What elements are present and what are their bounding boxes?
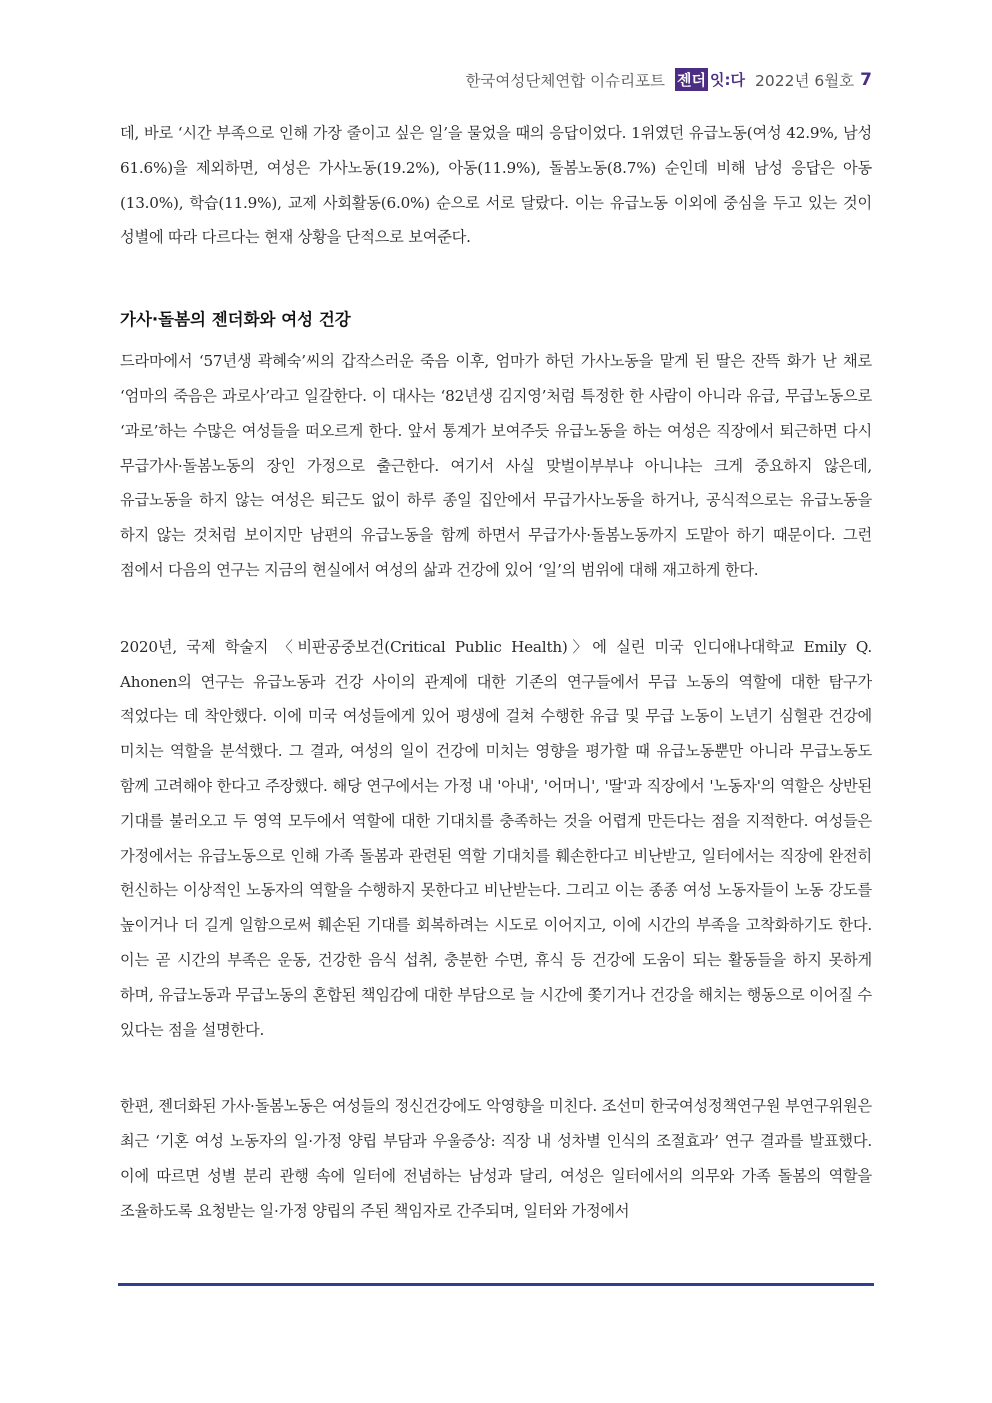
footer-divider xyxy=(118,1283,874,1286)
main-content xyxy=(120,116,872,1229)
running-header xyxy=(465,68,872,91)
paragraph-4: 한편, 젠더화된 가사·돌봄노동은 여성들의 정신건강에도 악영향을 미친다. 조선미 한국여성정책연구원 부연구위원은 최근 ‘기혼 여성 노동자의 일·가정 양립 부담과 우울증상: 직장 내 성차별 인식의 조절효과’ 연구 결과를 발표했다. 이에 따르면 성별 분리 관행 속에 일터에 전념하는 남성과 달리, 여성은 일터에서의 의무와 가족 돌봄의 역할을 조율하도록 요청받는 일·가정 양립의 주된 책임자로 간주되며, 일터와 가정에서 xyxy=(120,1097,872,1220)
brand-logo xyxy=(675,68,747,91)
publisher-label: 한국여성단체연합 이슈리포트 xyxy=(465,71,666,90)
paragraph-1: 데, 바로 ‘시간 부족으로 인해 가장 줄이고 싶은 일’을 물었을 때의 응답이었다. 1위였던 유급노동(여성 42.9%, 남성 61.6%)을 제외하면, 여성은 가사노동(19.2%), 아동(11.9%), 돌봄노동(8.7%) 순인데 비해 남성 응답은 아동(13.0%), 학습(11.9%), 교제 사회활동(6.0%) 순으로 서로 달랐다. 이는 유급노동 이외에 중심을 두고 있는 것이 성별에 따라 다르다는 현재 상황을 단적으로 보여준다. xyxy=(120,124,872,247)
paragraph-3: 2020년, 국제 학술지 〈비판공중보건(Critical Public Health)〉에 실린 미국 인디애나대학교 Emily Q. Ahonen의 연구는 유급노동과 건강 사이의 관계에 대한 기존의 연구들에서 무급 노동의 역할에 대한 탐구가 적었다는 데 착안했다. 이에 미국 여성들에게 있어 평생에 걸쳐 수행한 유급 및 무급 노동이 노년기 심혈관 건강에 미치는 역할을 분석했다. 그 결과, 여성의 일이 건강에 미치는 영향을 평가할 때 유급노동뿐만 아니라 무급노동도 함께 고려해야 한다고 주장했다. 해당 연구에서는 가정 내 '아내', '어머니', '딸'과 직장에서 '노동자'의 역할은 상반된 기대를 불러오고 두 영역 모두에서 역할에 대한 기대치를 충족하는 것을 어렵게 만든다는 점을 지적한다. 여성들은 가정에서는 유급노동으로 인해 가족 돌봄과 관련된 역할 기대치를 훼손한다고 비난받고, 일터에서는 직장에 완전히 헌신하는 이상적인 노동자의 역할을 수행하지 못한다고 비난받는다. 그리고 이는 종종 여성 노동자들이 노동 강도를 높이거나 더 길게 일함으로써 훼손된 기대를 회복하려는 시도로 이어지고, 이에 시간의 부족을 고착화하기도 한다. 이는 곧 시간의 부족은 운동, 건강한 음식 섭취, 충분한 수면, 휴식 등 건강에 도움이 되는 활동들을 하지 못하게 하며, 유급노동과 무급노동의 혼합된 책임감에 대한 부담으로 늘 시간에 쫓기거나 건강을 해치는 행동으로 이어질 수 있다는 점을 설명한다. xyxy=(120,637,872,1039)
section-title: 가사·돌봄의 젠더화와 여성 건강 xyxy=(120,310,351,330)
page-number: 7 xyxy=(860,69,872,90)
paragraph-spacer xyxy=(120,588,872,630)
brand-logo-part1: 젠더 xyxy=(675,68,708,91)
paragraph-spacer xyxy=(120,1047,872,1089)
issue-label: 2022년 6월호 xyxy=(755,71,855,90)
brand-logo-part2: 잇:다 xyxy=(710,71,745,89)
paragraph-2: 드라마에서 ‘57년생 곽혜숙’씨의 갑작스러운 죽음 이후, 엄마가 하던 가사노동을 맡게 된 딸은 잔뜩 화가 난 채로 ‘엄마의 죽음은 과로사’라고 일갈한다. 이 대사는 ‘82년생 김지영’처럼 특정한 한 사람이 아니라 유급, 무급노동으로 ‘과로’하는 수많은 여성들을 떠오르게 한다. 앞서 통계가 보여주듯 유급노동을 하는 여성은 직장에서 퇴근하면 다시 무급가사·돌봄노동의 장인 가정으로 출근한다. 여기서 사실 맞벌이부부냐 아니냐는 크게 중요하지 않은데, 유급노동을 하지 않는 여성은 퇴근도 없이 하루 종일 집안에서 무급가사노동을 하거나, 공식적으로는 유급노동을 하지 않는 것처럼 보이지만 남편의 유급노동을 함께 하면서 무급가사·돌봄노동까지 도맡아 하기 때문이다. 그런 점에서 다음의 연구는 지금의 현실에서 여성의 삶과 건강에 있어 ‘일’의 범위에 대해 재고하게 한다. xyxy=(120,352,872,579)
